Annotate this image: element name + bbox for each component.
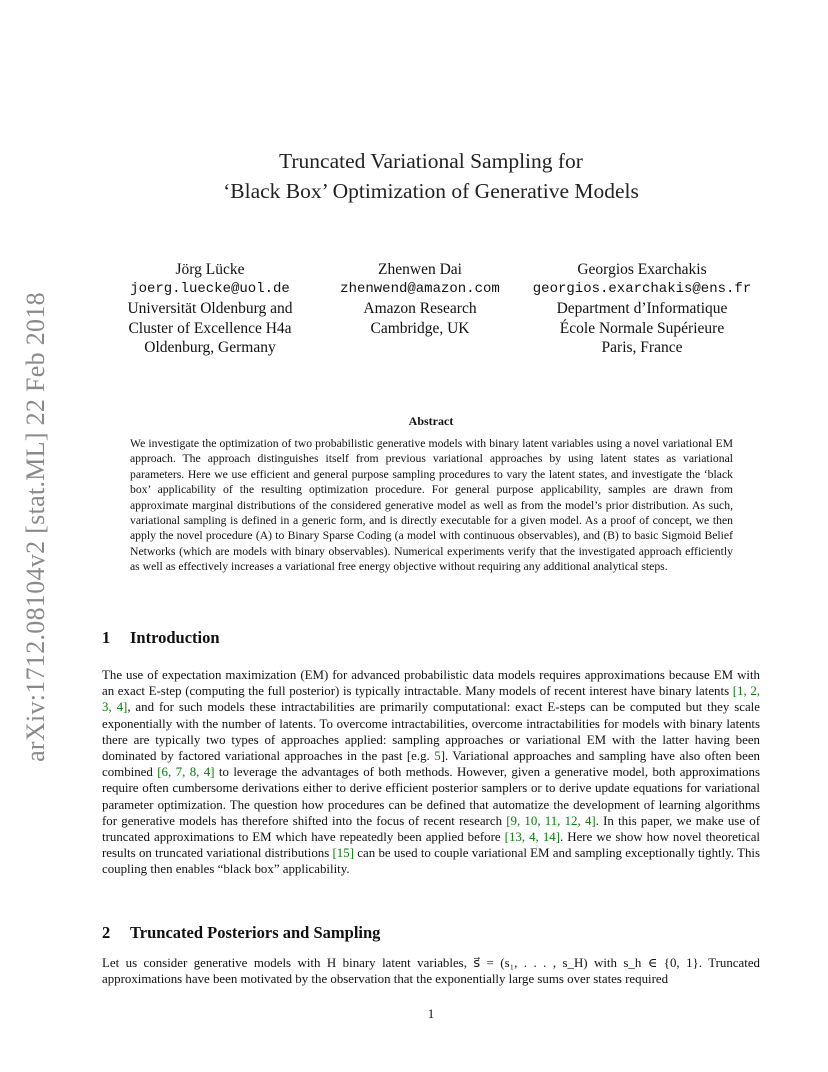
citation-link[interactable]: [15]: [332, 846, 354, 861]
author-name: Georgios Exarchakis: [577, 261, 707, 278]
citation-link[interactable]: 5: [434, 749, 441, 764]
section-number: 1: [102, 628, 111, 647]
author-name: Jörg Lücke: [175, 261, 245, 278]
paragraph-text: . In this paper, we make use of truncated approximations to EM which have repeatedly been applied before: [102, 813, 761, 845]
section-2-paragraph: [102, 955, 760, 987]
abstract-text: We investigate the optimization of two probabilistic generative models with binary latent variables using a novel variational EM approach. The approach distinguishes itself from previous variational approaches by using latent states as variational parameters. Here we use efficient and general purpose sampling procedures to vary the latent states, and investigate the ‘black box’ applicability of the resulting optimization procedure. For general purpose applicability, samples are drawn from approximate marginal distributions of the considered generative model as well as from the model’s prior distribution. As such, variational sampling is defined in a generic form, and is directly executable for a given model. As a proof of concept, we then apply the novel procedure (A) to Binary Sparse Coding (a model with continuous observables), and (B) to basic Sigmoid Belief Networks (which are models with binary observables). Numerical experiments verify that the investigated approach efficiently as well as effectively increases a variational free energy objective without requiring any additional analytical steps.: [130, 437, 733, 574]
section-title: Truncated Posteriors and Sampling: [130, 923, 381, 942]
paragraph-text: can be used to couple variational EM and sampling exceptionally tightly. This coupling then enables “black box” applicability.: [102, 846, 760, 877]
introduction-paragraph: [102, 667, 760, 878]
author-affiliation: Cluster of Excellence H4a: [128, 319, 292, 337]
title-line-1: Truncated Variational Sampling for: [279, 149, 583, 173]
page-number: 1: [427, 1006, 435, 1021]
citation-link[interactable]: [13, 4, 14]: [504, 830, 560, 845]
section-heading-introduction: [102, 628, 220, 648]
author-email: zhenwend@amazon.com: [340, 280, 500, 297]
section-title: Introduction: [130, 628, 220, 647]
paragraph-text: Let us consider generative models with H binary latent variables, s⃗ = (s₁, . . . , s_H) with s_h ∈ {0, 1}. Truncated approximations have been motivated by the observation that the exponentially large sums over states required: [102, 956, 760, 987]
citation-link[interactable]: [6, 7, 8, 4]: [157, 765, 215, 780]
author-affiliation: École Normale Supérieure: [559, 319, 725, 337]
author-block: [100, 260, 762, 370]
arxiv-identifier: arXiv:1712.08104v2 [stat.ML] 22 Feb 2018: [21, 292, 50, 762]
section-heading-truncated-posteriors: [102, 923, 380, 943]
paragraph-text: The use of expectation maximization (EM) for advanced probabilistic data models requires approximations because EM with an exact E-step (computing the full posterior) is typically intractable. Many models of recent interest have binary latents: [102, 668, 760, 699]
author-affiliation: Department d’Informatique: [556, 300, 728, 317]
arxiv-stamp: [14, 282, 58, 772]
section-number: 2: [102, 923, 111, 942]
paragraph-text: to leverage the advantages of both methods. However, given a generative model, both approximations require often cumbersome derivations either to derive efficient posterior samplers or to derive update equations for variational parameter optimization. The question how procedures can be defined that automatize the development of learning algorithms for generative models has therefore shifted into the focus of recent research: [102, 765, 761, 828]
abstract-heading: Abstract: [408, 414, 454, 428]
citation-link[interactable]: [1, 2, 3, 4]: [102, 684, 761, 715]
author-1: [100, 260, 320, 358]
author-affiliation: Paris, France: [601, 339, 683, 356]
author-2: [320, 260, 520, 338]
author-affiliation: Oldenburg, Germany: [144, 339, 276, 356]
paragraph-text: ]. Variational approaches and sampling have also often been combined: [102, 749, 760, 780]
author-affiliation: Amazon Research: [363, 300, 477, 317]
paragraph-text: , and for such models these intractabilities are primarily computational: exact E-steps can be computed but they scale exponentially with the number of latents. To overcome intractabilities, overcome intractabilities for models with binary latents there are typically two types of approaches applied: sampling approaches or variational EM with the latter having been dominated by factored variational approaches in the past [e.g.: [102, 700, 760, 764]
paper-title: [100, 146, 762, 206]
author-name: Zhenwen Dai: [378, 261, 462, 278]
title-line-2: ‘Black Box’ Optimization of Generative Models: [223, 179, 639, 203]
author-affiliation: Universität Oldenburg and: [127, 300, 293, 317]
citation-link[interactable]: [9, 10, 11, 12, 4]: [506, 813, 596, 828]
author-email: joerg.luecke@uol.de: [130, 280, 290, 297]
paragraph-text: . Here we show how novel theoretical results on truncated variational distributions: [102, 830, 761, 861]
author-3: [520, 260, 764, 358]
author-email: georgios.exarchakis@ens.fr: [532, 280, 752, 297]
author-affiliation: Cambridge, UK: [370, 319, 470, 337]
